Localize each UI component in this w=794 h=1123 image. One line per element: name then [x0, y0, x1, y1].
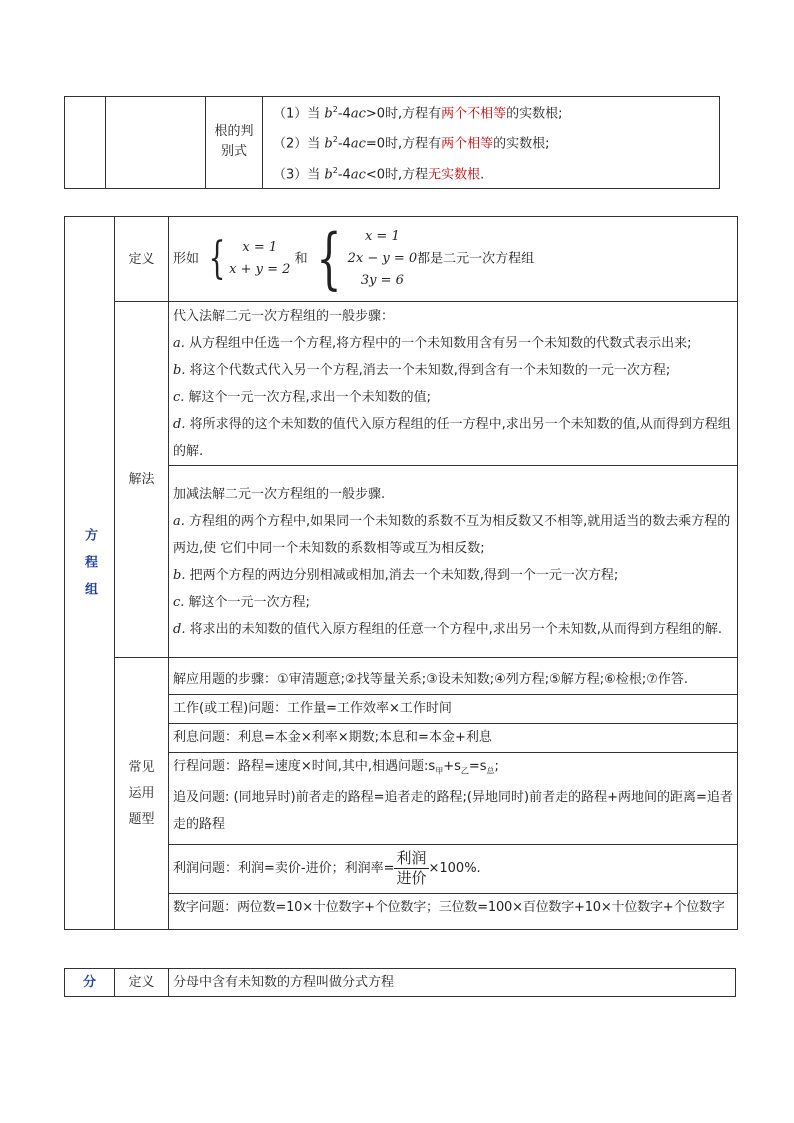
definition-label: 定义	[115, 217, 169, 302]
elimination-method	[169, 466, 738, 658]
discriminant-cases	[263, 97, 720, 189]
app-profit: 利润问题：利润=卖价-进价；利润率= $\frac{\text{利润}}{\text{进价}}$ ×100%.	[169, 845, 737, 894]
app-steps: 解应用题的步骤：①审清题意;②找等量关系;③设未知数;④列方程;⑤解方程;⑥检根;⑦作答.	[169, 665, 737, 695]
elimination-step-c: c. 解这个一元一次方程;	[173, 594, 310, 610]
discriminant-table	[64, 96, 720, 189]
empty-cell	[65, 97, 106, 189]
elimination-step-b: b. 把两个方程的两边分别相减或相加,消去一个未知数,得到一个一元一次方程;	[173, 567, 619, 583]
app-digit: 数字问题：两位数=10×十位数字+个位数字；三位数=100×百位数字+10×十位数字+个位数字	[173, 900, 725, 916]
applications-content	[169, 658, 738, 930]
substitution-title: 代入法解二元一次方程组的一般步骤：	[173, 308, 395, 324]
substitution-method	[169, 302, 738, 466]
applications-label: 常见运用题型	[115, 658, 169, 930]
profit-rate-fraction: $\frac{\text{利润}}{\text{进价}}$	[396, 849, 427, 888]
methods-label: 解法	[115, 302, 169, 658]
empty-cell	[106, 97, 206, 189]
equation-system-1: { x = 1 x + y = 2	[208, 233, 291, 284]
equation-system-2: { x = 1 2x − y = 0 3y = 6	[315, 220, 418, 297]
fractional-equation-table	[64, 968, 736, 997]
fractional-definition-label: 定义	[115, 969, 169, 997]
elimination-step-d: d. 将求出的未知数的值代入原方程组的任意一个方程中,求出另一个未知数,从而得到方程组的解.	[173, 621, 722, 637]
definition-content: 形如 { x = 1 x + y = 2 和 { x = 1 2x − y = 0 3y = 6 都是二元一次方程组	[169, 217, 738, 302]
case-row-2: （2）当 $b^2-4ac=0$时,方程有两个相等的实数根;	[273, 135, 550, 152]
elimination-step-a: a. 方程组的两个方程中,如果同一个未知数的系数不互为相反数又不相等,就用适当的数去乘方程的两边,使 它们中同一个未知数的系数相等或互为相反数;	[173, 513, 731, 556]
equation-system-table	[64, 216, 738, 930]
app-chase: 追及问题: (同地异时)前者走的路程=追者走的路程;(异地同时)前者走的路程+两地间的距离=追者走的路程	[173, 790, 733, 833]
discriminant-label: 根的判别式	[206, 97, 263, 189]
section-title-fractional: 分	[65, 969, 115, 997]
section-title-equation-system: 方程组	[65, 217, 115, 930]
case-row-1: （1）当 $b^2-4ac>0$时,方程有两个不相等的实数根;	[273, 105, 563, 122]
substitution-step-c: c. 解这个一元一次方程,求出一个未知数的值;	[173, 389, 432, 405]
case-row-3: （3）当 $b^2-4ac<0$时,方程无实数根.	[273, 165, 485, 182]
fractional-definition-text: 分母中含有未知数的方程叫做分式方程	[169, 969, 736, 997]
app-travel: 行程问题：路程=速度×时间,其中,相遇问题$:s_甲+s_乙=s_总$; 追及问题: (同地异时)前者走的路程=追者走的路程;(异地同时)前者走的路程+两地间的距离=追者走的路程	[169, 753, 737, 846]
elimination-title: 加减法解二元一次方程组的一般步骤.	[173, 486, 386, 502]
substitution-step-b: b. 将这个代数式代入另一个方程,消去一个未知数,得到含有一个未知数的一元一次方程;	[173, 362, 671, 378]
app-work: 工作(或工程)问题：工作量=工作效率×工作时间	[169, 695, 737, 724]
substitution-step-a: a. 从方程组中任选一个方程,将方程中的一个未知数用含有另一个未知数的代数式表示出来;	[173, 335, 692, 351]
substitution-step-d: d. 将所求得的这个未知数的值代入原方程组的任一方程中,求出另一个未知数的值,从而得到方程组的解.	[173, 416, 731, 459]
app-interest: 利息问题：利息=本金×利率×期数;本息和=本金+利息	[169, 724, 737, 753]
